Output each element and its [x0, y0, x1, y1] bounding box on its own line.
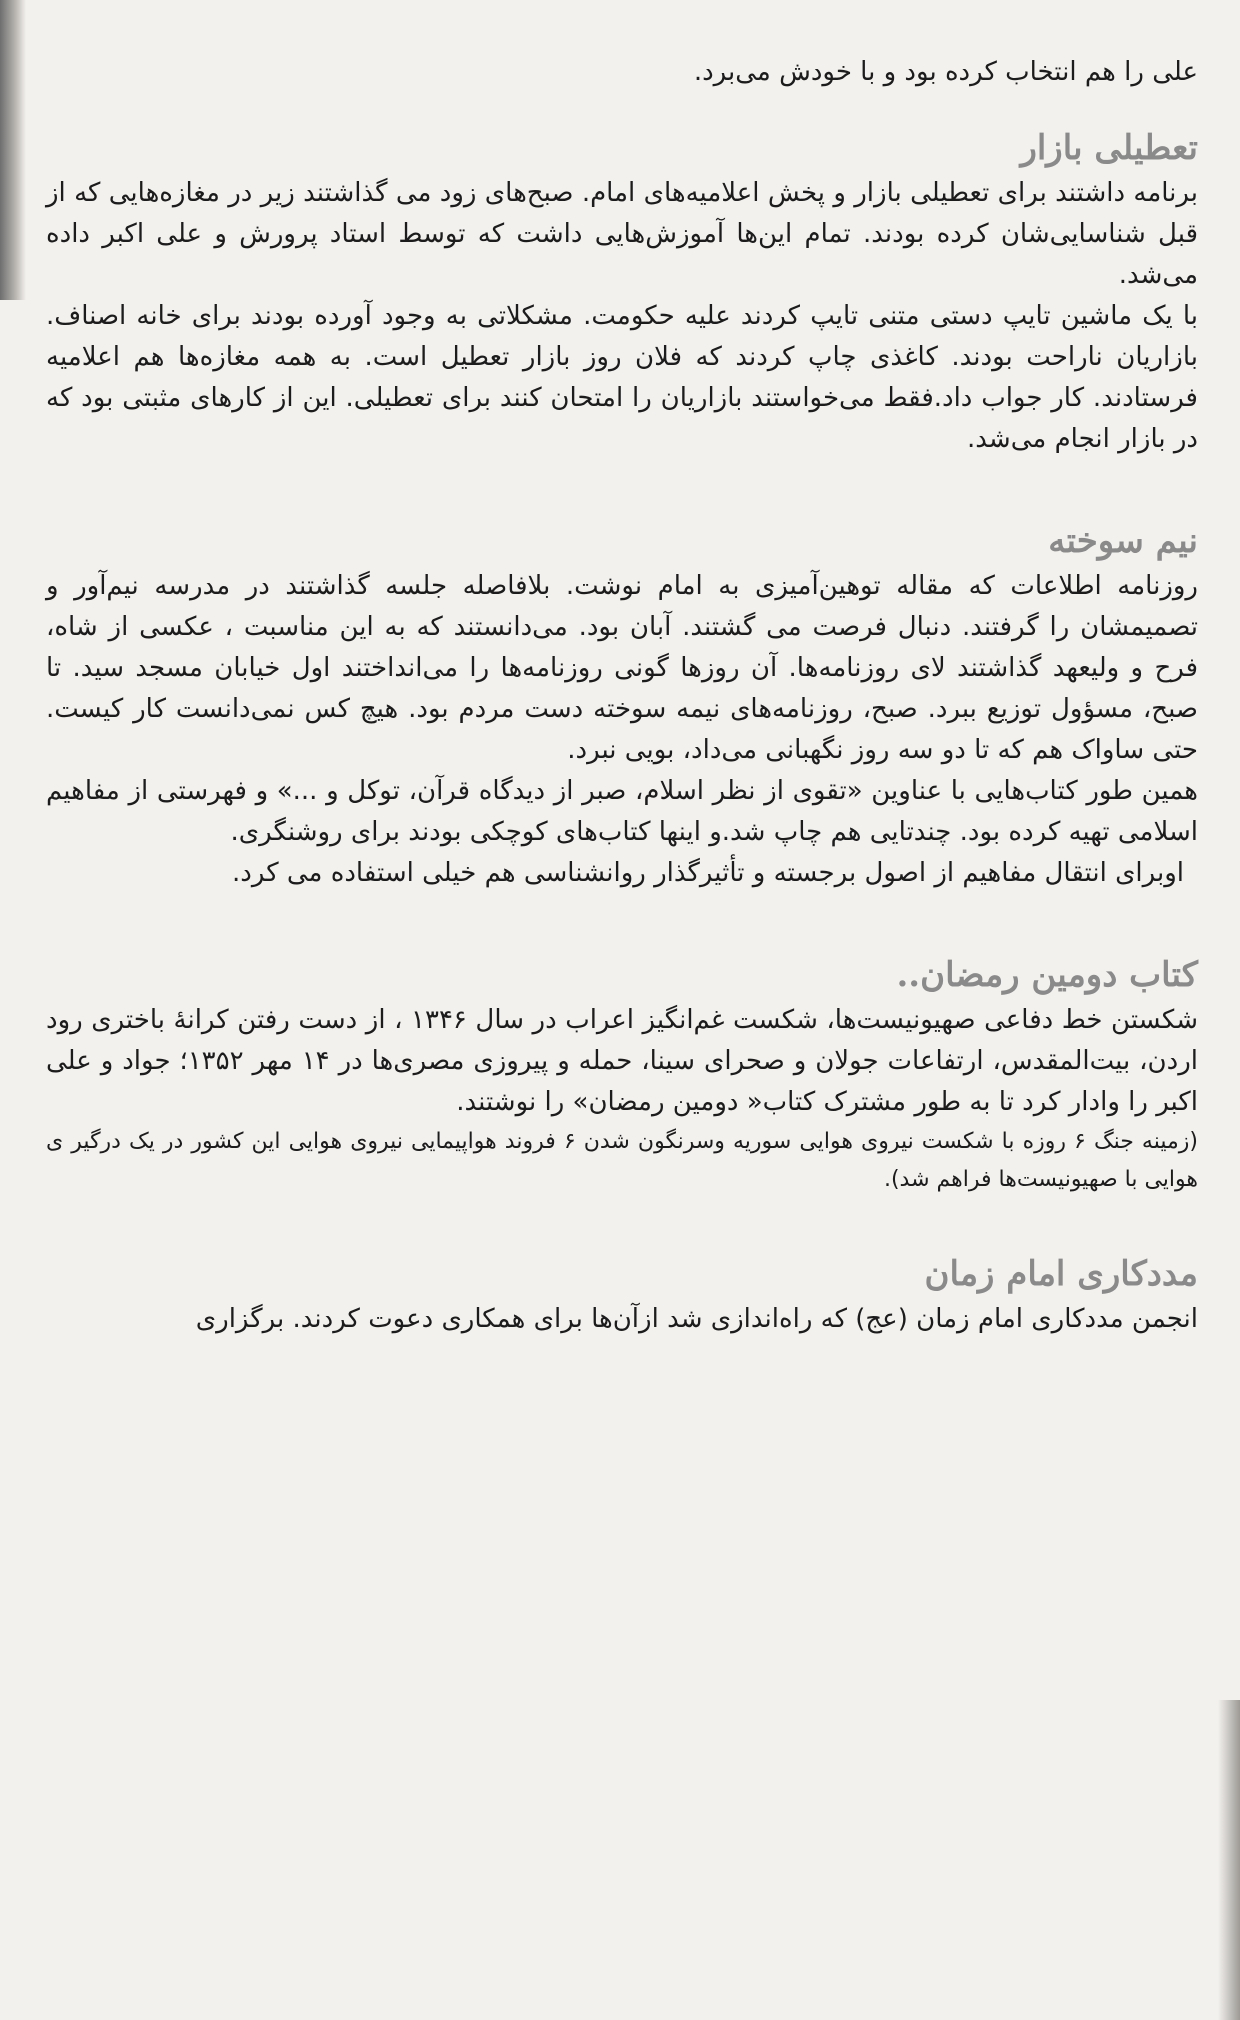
- scanned-page-shadow: [1218, 1700, 1240, 2020]
- bazaar-strike-paragraph-2: با یک ماشین تایپ دستی متنی تایپ کردند علیه حکومت. مشکلاتی به وجود آورده بودند برای خانه اصناف. بازاریان ناراحت بودند. کاغذی چاپ کردند که فلان روز بازار تعطیل است. به همه مغازه‌ها هم اعلامیه فرستادند. کار جواب داد.فقط می‌خواستند بازاریان را امتحان کنند برای تعطیلی. این از کارهای مثبتی بود که در بازار انجام می‌شد.: [46, 301, 1198, 454]
- section-heading-second-ramadan: کتاب دومین رمضان..: [896, 955, 1198, 995]
- imam-zaman-aid-paragraph-1: انجمن مددکاری امام زمان (عج) که راه‌اندازی شد ازآن‌ها برای همکاری دعوت کردند. برگزاری: [195, 1304, 1198, 1334]
- book-page-text: [46, 52, 1198, 1340]
- second-ramadan-note: (زمینه جنگ ۶ روزه با شکست نیروی هوایی سوریه وسرنگون شدن ۶ فروند هواپیمایی نیروی هوایی این کشور در یک درگیر ی هوایی با صهیونیست‌ها فراهم شد).: [46, 1129, 1198, 1192]
- scanned-page-edge: [0, 0, 26, 300]
- second-ramadan-paragraph-1: شکستن خط دفاعی صهیونیست‌ها، شکست غم‌انگیز اعراب در سال ۱۳۴۶ ، از دست رفتن کرانهٔ باختری رود اردن، بیت‌المقدس، ارتفاعات جولان و صحرای سینا، حمله و پیروزی مصری‌ها در ۱۴ مهر ۱۳۵۲؛ جواد و علی اکبر را وادار کرد تا به طور مشترک کتاب« دومین رمضان» را نوشتند.: [46, 1005, 1199, 1117]
- half-burnt-paragraph-2: همین طور کتاب‌هایی با عناوین «تقوی از نظر اسلام، صبر از دیدگاه قرآن، توکل و ...» و فهرستی از مفاهیم اسلامی تهیه کرده بود. چندتایی هم چاپ شد.و اینها کتاب‌های کوچکی بودند برای روشنگری.: [46, 776, 1198, 847]
- section-heading-bazaar-strike: تعطیلی بازار: [1020, 128, 1198, 168]
- bazaar-strike-paragraph-1: برنامه داشتند برای تعطیلی بازار و پخش اعلامیه‌های امام. صبح‌های زود می گذاشتند زیر در مغازه‌هایی که از قبل شناسایی‌شان کرده بودند. تمام این‌ها آموزش‌هایی داشت که توسط استاد پرورش و علی اکبر داده می‌شد.: [46, 178, 1198, 290]
- section-heading-half-burnt: نیم سوخته: [1048, 521, 1198, 561]
- section-heading-imam-zaman-aid: مددکاری امام زمان: [924, 1254, 1198, 1294]
- half-burnt-paragraph-3: اوبرای انتقال مفاهیم از اصول برجسته و تأثیرگذار روانشناسی هم خیلی استفاده می کرد.: [232, 858, 1184, 888]
- half-burnt-paragraph-1: روزنامه اطلاعات که مقاله توهین‌آمیزی به امام نوشت. بلافاصله جلسه گذاشتند در مدرسه نیم‌آور و تصمیمشان را گرفتند. دنبال فرصت می گشتند. آبان بود. می‌دانستند که به این مناسبت ، عکسی از شاه، فرح و ولیعهد گذاشتند لای روزنامه‌ها. آن روزها گونی روزنامه‌ها را می‌انداختند اول خیابان مسجد سید. تا صبح، مسؤول توزیع ببرد. صبح، روزنامه‌های نیمه سوخته دست مردم بود. هیچ کس نمی‌دانست کار کیست. حتی ساواک هم که تا دو سه روز نگهبانی می‌داد، بویی نبرد.: [46, 571, 1198, 765]
- intro-line: علی را هم انتخاب کرده بود و با خودش می‌برد.: [693, 57, 1198, 87]
